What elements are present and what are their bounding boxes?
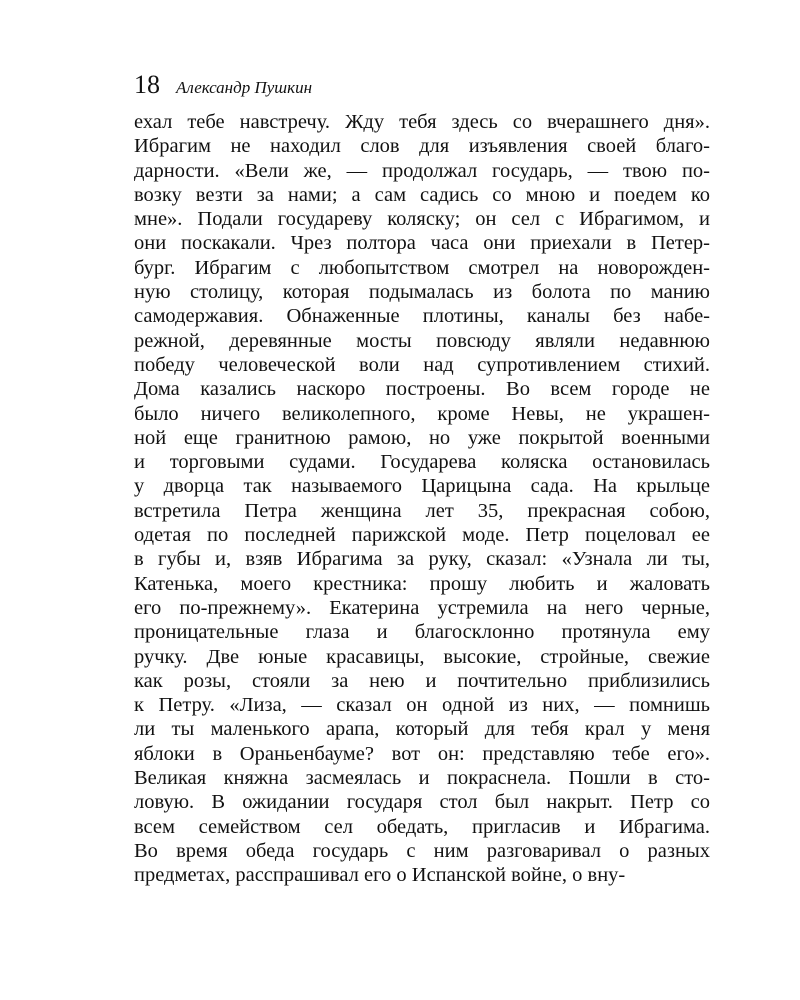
text-line: возку везти за нами; а сам садись со мною и поедем ко	[134, 183, 710, 206]
page-number: 18	[134, 70, 160, 99]
text-line: одетая по последней парижской моде. Петр поцеловал ее	[134, 524, 710, 547]
text-line: в губы и, взяв Ибрагима за руку, сказал: «Узнала ли ты,	[134, 548, 710, 571]
text-line: его по-прежнему». Екатерина устремила на него черные,	[134, 596, 710, 619]
text-line: как розы, стояли за нею и почтительно приблизились	[134, 669, 710, 692]
text-line: Ибрагим не находил слов для изъявления своей благо-	[134, 135, 710, 158]
text-line: ехал тебе навстречу. Жду тебя здесь со вчерашнего дня».	[134, 111, 710, 133]
text-line: предметах, расспрашивал его о Испанской войне, о вну-	[134, 864, 626, 887]
text-line: Катенька, моего крестника: прошу любить и жаловать	[134, 572, 710, 595]
text-line: они поскакали. Чрез полтора часа они приехали в Петер-	[134, 232, 710, 255]
text-line: мне». Подали государеву коляску; он сел с Ибрагимом, и	[134, 208, 710, 231]
text-line: ловую. В ожидании государя стол был накрыт. Петр со	[134, 791, 710, 814]
text-line: к Петру. «Лиза, — сказал он одной из них, — помнишь	[134, 694, 710, 717]
text-line: у дворца так называемого Царицына сада. На крыльце	[134, 475, 710, 498]
text-line: всем семейством сел обедать, пригласив и Ибрагима.	[134, 815, 710, 838]
text-line: ли ты маленького арапа, который для тебя крал у меня	[134, 718, 710, 741]
text-line: Великая княжна засмеялась и покраснела. Пошли в сто-	[134, 767, 710, 790]
text-line: встретила Петра женщина лет 35, прекрасная собою,	[134, 499, 710, 522]
text-line: самодержавия. Обнаженные плотины, каналы без набе-	[134, 305, 710, 328]
running-head-author: Александр Пушкин	[176, 78, 312, 97]
body-text	[134, 110, 710, 888]
text-line: бург. Ибрагим с любопытством смотрел на новорожден-	[134, 256, 710, 279]
text-line: и торговыми судами. Государева коляска остановилась	[134, 451, 710, 474]
text-line: яблоки в Ораньенбауме? вот он: представляю тебе его».	[134, 742, 710, 765]
text-line: режной, деревянные мосты повсюду являли недавнюю	[134, 329, 710, 352]
text-line: ручку. Две юные красавицы, высокие, стройные, свежие	[134, 645, 710, 668]
text-line: ной еще гранитною рамою, но уже покрытой военными	[134, 426, 710, 449]
text-line: Дома казались наскоро построены. Во всем городе не	[134, 378, 710, 401]
text-line: дарности. «Вели же, — продолжал государь, — твою по-	[134, 159, 710, 182]
text-line: было ничего великолепного, кроме Невы, не украшен-	[134, 402, 710, 425]
text-line: Во время обеда государь с ним разговаривал о разных	[134, 839, 710, 862]
text-line: победу человеческой воли над супротивлением стихий.	[134, 353, 710, 376]
text-line: проницательные глаза и благосклонно протянула ему	[134, 621, 710, 644]
text-line: ную столицу, которая подымалась из болота по манию	[134, 281, 710, 304]
running-head	[134, 70, 312, 104]
